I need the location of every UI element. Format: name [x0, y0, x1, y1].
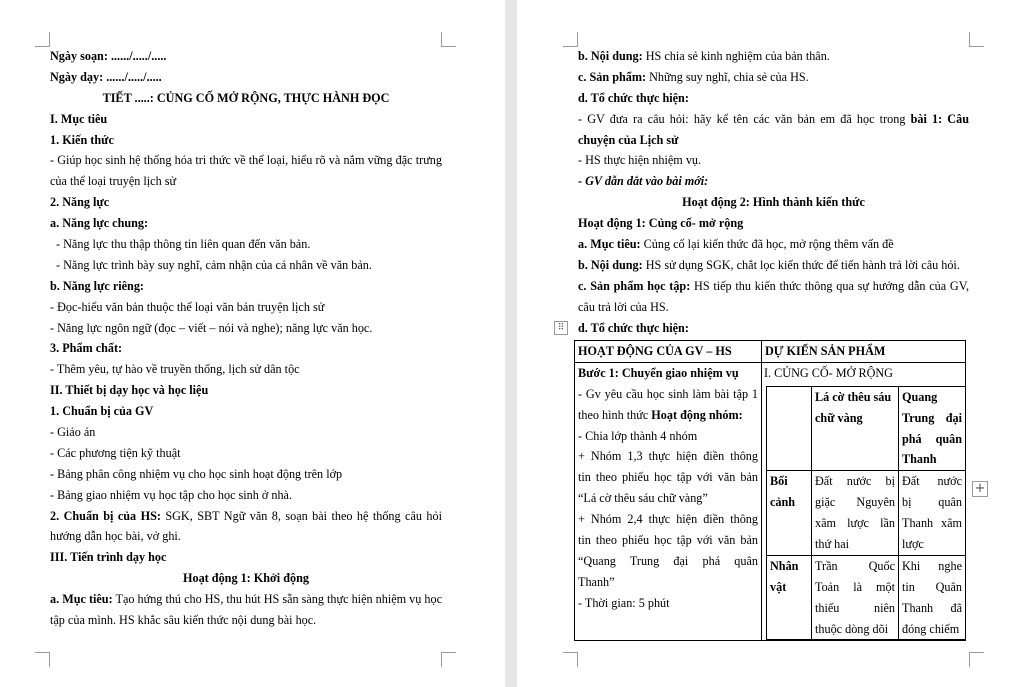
text-line: [578, 88, 969, 109]
text-run: “Lá cờ thêu sáu chữ vàng”: [578, 491, 708, 506]
text-line: [578, 297, 969, 318]
crop-mark-top-left: [35, 32, 50, 47]
text-line: [50, 88, 442, 109]
comparison-table[interactable]: [766, 386, 966, 641]
table-add-column-icon[interactable]: +: [972, 481, 988, 497]
text-run: I. Mục tiêu: [50, 111, 108, 126]
table-cell-products[interactable]: [762, 362, 966, 641]
cell-text-line: Đất nước bị: [815, 474, 895, 489]
products-title: I. CỦNG CỐ- MỞ RỘNG: [764, 365, 893, 380]
cell-text-line: Trần Quốc: [815, 558, 895, 573]
text-run: c. Sản phẩm:: [578, 69, 647, 84]
text-run: bài 1: Câu: [910, 111, 969, 126]
inner-cell: [899, 471, 966, 556]
text-run: - Thêm yêu, tự hào về truyền thống, lịch sử dân tộc: [50, 362, 300, 377]
text-line: [50, 213, 442, 234]
text-run: - GV đưa ra câu hỏi: hãy kể tên các văn bản em đã học trong: [578, 111, 911, 126]
text-line: [578, 572, 758, 593]
text-line: [50, 276, 442, 297]
text-run: Hoạt động 1: Khởi động: [183, 571, 309, 586]
crop-mark-bottom-left: [563, 652, 578, 667]
cell-text-line: đóng chiếm: [902, 621, 960, 636]
text-line: [578, 171, 969, 192]
crop-mark-top-left: [563, 32, 578, 47]
text-line: [578, 130, 969, 151]
text-line: [50, 338, 442, 359]
table-header-right: DỰ KIẾN SẢN PHẨM: [762, 341, 966, 363]
text-line: [578, 593, 758, 614]
text-line: [50, 130, 442, 151]
text-run: - Gv yêu cầu học sinh làm bài tập 1: [578, 386, 758, 401]
text-run: d. Tổ chức thực hiện:: [578, 90, 689, 105]
text-line: [578, 46, 969, 67]
text-line: [50, 610, 442, 631]
text-run: - Thời gian: 5 phút: [578, 595, 670, 610]
text-line: [50, 443, 442, 464]
text-line: [578, 467, 758, 488]
text-run: “Quang Trung đại phá quân: [578, 553, 758, 568]
activity-table[interactable]: [574, 340, 966, 641]
inner-cell: [812, 471, 899, 556]
text-run: a. Mục tiêu:: [578, 237, 641, 252]
text-run: - Năng lực thu thập thông tin liên quan đến văn bản.: [56, 237, 311, 252]
cell-text-line: Thanh xâm: [902, 516, 962, 531]
text-run: 1. Chuẩn bị của GV: [50, 404, 154, 419]
cell-text-line: lược: [902, 537, 924, 552]
document-page-left: [0, 0, 505, 687]
cell-text-line: Bối: [770, 474, 788, 489]
text-run: - Các phương tiện kỹ thuật: [50, 445, 181, 460]
text-run: 2. Chuẩn bị của HS:: [50, 508, 161, 523]
inner-header-blank: [767, 386, 812, 471]
text-run: - Đọc-hiểu văn bản thuộc thể loại văn bản truyện lịch sử: [50, 299, 325, 314]
text-run: Củng cố lại kiến thức đã học, mở rộng thêm vấn đề: [640, 237, 894, 252]
table-move-handle-icon[interactable]: ⠿: [554, 321, 568, 335]
text-run: TIẾT .....: CỦNG CỐ MỞ RỘNG, THỰC HÀNH ĐỌC: [102, 90, 390, 105]
text-run: HS sử dụng SGK, chắt lọc kiến thức để tiến hành trả lời câu hỏi.: [642, 257, 960, 272]
table-cell-activities[interactable]: [575, 362, 762, 641]
text-line: [578, 318, 969, 339]
crop-mark-bottom-left: [35, 652, 50, 667]
cell-text-line: thuộc dòng dõi: [815, 621, 889, 636]
table-header-left: HOẠT ĐỘNG CỦA GV – HS: [575, 341, 762, 363]
cell-text-line: Khi nghe: [902, 558, 962, 573]
text-line: [578, 446, 758, 467]
cell-text-line: Quang: [902, 389, 938, 404]
text-run: - Bảng giao nhiệm vụ học tập cho học sinh ở nhà.: [50, 487, 293, 502]
text-run: Tạo hứng thú cho HS, thu hút HS sẵn sàng thực hiện nhiệm vụ học: [112, 592, 443, 607]
text-line: [50, 318, 442, 339]
cell-text-line: thứ hai: [815, 537, 850, 552]
text-run: tin theo phiếu học tập với văn bản: [578, 470, 758, 485]
text-run: b. Nội dung:: [578, 257, 643, 272]
text-line: [578, 551, 758, 572]
inner-row-label: [767, 555, 812, 640]
text-run: b. Nội dung:: [578, 49, 643, 63]
cell-text-line: chữ vàng: [815, 410, 863, 425]
cell-text-line: phá quân: [902, 431, 962, 446]
right-page-text[interactable]: [578, 46, 969, 338]
text-run: - HS thực hiện nhiệm vụ.: [578, 153, 702, 168]
text-run: - GV dẫn dắt vào bài mới:: [578, 174, 709, 189]
text-line: [50, 485, 442, 506]
text-line: [50, 589, 442, 610]
text-run: + Nhóm 2,4 thực hiện điền thông: [578, 512, 758, 527]
text-run: Hoạt động nhóm:: [651, 407, 743, 422]
text-run: II. Thiết bị dạy học và học liệu: [50, 383, 209, 398]
text-line: [50, 150, 442, 171]
text-run: câu trả lời của HS.: [578, 299, 669, 314]
text-run: d. Tổ chức thực hiện:: [578, 320, 689, 335]
text-line: [50, 401, 442, 422]
text-line: [50, 67, 442, 88]
cell-text-line: Đất nước: [902, 474, 962, 489]
text-run: - Giáo án: [50, 425, 96, 440]
text-run: b. Năng lực riêng:: [50, 278, 144, 293]
text-line: [50, 171, 442, 192]
text-line: [50, 464, 442, 485]
text-run: 3. Phẩm chất:: [50, 341, 123, 356]
text-line: [50, 422, 442, 443]
cell-text-line: thiếu niên: [815, 600, 895, 615]
text-run: + Nhóm 1,3 thực hiện điền thông: [578, 449, 758, 464]
cell-text-line: bị quân: [902, 495, 962, 510]
text-run: 1. Kiến thức: [50, 132, 114, 147]
cell-text-line: Nhân: [770, 558, 799, 573]
inner-cell: [812, 555, 899, 640]
text-run: 2. Năng lực: [50, 195, 110, 210]
text-run: - Bảng phân công nhiệm vụ cho học sinh hoạt động trên lớp: [50, 466, 343, 481]
text-run: tập của mình. HS khắc sâu kiến thức nội dung bài học.: [50, 613, 317, 628]
text-line: [50, 359, 442, 380]
text-run: III. Tiến trình dạy học: [50, 550, 167, 565]
text-line: [578, 109, 969, 130]
text-run: Hoạt động 1: Củng cố- mở rộng: [578, 216, 744, 231]
text-run: theo hình thức: [578, 407, 652, 422]
text-line: [578, 255, 969, 276]
text-line: [578, 363, 758, 384]
cell-text-line: Toản là một: [815, 579, 895, 594]
text-line: [50, 234, 442, 255]
left-page-text[interactable]: [50, 46, 442, 631]
text-run: tin theo phiếu học tập với văn bản: [578, 533, 758, 548]
crop-mark-top-right: [969, 32, 984, 47]
text-run: Ngày dạy: ....../...../.....: [50, 69, 162, 84]
crop-mark-top-right: [441, 32, 456, 47]
text-line: [50, 255, 442, 276]
text-line: [50, 109, 442, 130]
text-run: c. Sản phẩm học tập:: [578, 278, 691, 293]
text-line: [50, 547, 442, 568]
text-line: [50, 526, 442, 547]
text-line: [578, 150, 969, 171]
text-line: [578, 405, 758, 426]
text-run: Bước 1: Chuyển giao nhiệm vụ: [578, 365, 739, 380]
cell-text-line: cảnh: [770, 495, 796, 510]
text-line: [578, 234, 969, 255]
text-run: Ngày soạn: ....../...../.....: [50, 49, 167, 63]
cell-text-line: Thanh: [902, 452, 937, 467]
crop-mark-bottom-right: [969, 652, 984, 667]
text-line: [50, 192, 442, 213]
page-gutter: [505, 0, 517, 687]
text-line: [50, 380, 442, 401]
text-line: [578, 426, 758, 447]
text-run: a. Mục tiêu:: [50, 592, 113, 607]
text-line: [578, 509, 758, 530]
text-line: [578, 488, 758, 509]
cell-text-line: Thanh đã: [902, 600, 962, 615]
inner-header-text2: [899, 386, 966, 471]
text-line: [578, 192, 969, 213]
text-run: - Năng lực trình bày suy nghĩ, cảm nhận của cá nhân về văn bản.: [56, 257, 372, 272]
text-run: SGK, SBT Ngữ văn 8, soạn bài theo hệ thống câu hỏi: [160, 508, 442, 523]
cell-text-line: Lá cờ thêu sáu: [815, 389, 892, 404]
text-line: [50, 506, 442, 527]
text-run: HS chia sẻ kinh nghiệm của bản thân.: [642, 49, 830, 63]
cell-text-line: tin Quân: [902, 579, 962, 594]
text-run: HS tiếp thu kiến thức thông qua sự hướng dẫn của GV,: [690, 278, 969, 293]
text-run: Thanh”: [578, 574, 615, 589]
text-run: hướng dẫn học bài, vở ghi.: [50, 529, 181, 544]
text-run: Những suy nghĩ, chia sẻ của HS.: [646, 69, 809, 84]
text-line: [578, 384, 758, 405]
inner-row-label: [767, 471, 812, 556]
text-line: [50, 46, 442, 67]
text-line: [578, 276, 969, 297]
text-line: [578, 67, 969, 88]
text-line: [578, 213, 969, 234]
cell-text-line: giặc Nguyên: [815, 495, 895, 510]
text-run: Hoạt động 2: Hình thành kiến thức: [682, 195, 865, 210]
cell-text-line: xâm lược lần: [815, 516, 895, 531]
text-run: - Giúp học sinh hệ thống hóa tri thức về thể loại, hiểu rõ và nắm vững đặc trưng: [50, 153, 442, 168]
text-line: [50, 568, 442, 589]
text-line: [50, 297, 442, 318]
inner-cell: [899, 555, 966, 640]
crop-mark-bottom-right: [441, 652, 456, 667]
text-run: của thể loại truyện lịch sử: [50, 174, 177, 189]
text-run: chuyện của Lịch sử: [578, 132, 679, 147]
text-run: a. Năng lực chung:: [50, 216, 149, 231]
text-run: - Chia lớp thành 4 nhóm: [578, 428, 698, 443]
cell-text-line: Trung đại: [902, 410, 962, 425]
text-run: - Năng lực ngôn ngữ (đọc – viết – nói và nghe); năng lực văn học.: [50, 320, 373, 335]
text-line: [578, 530, 758, 551]
inner-header-text1: [812, 386, 899, 471]
cell-text-line: vật: [770, 579, 787, 594]
